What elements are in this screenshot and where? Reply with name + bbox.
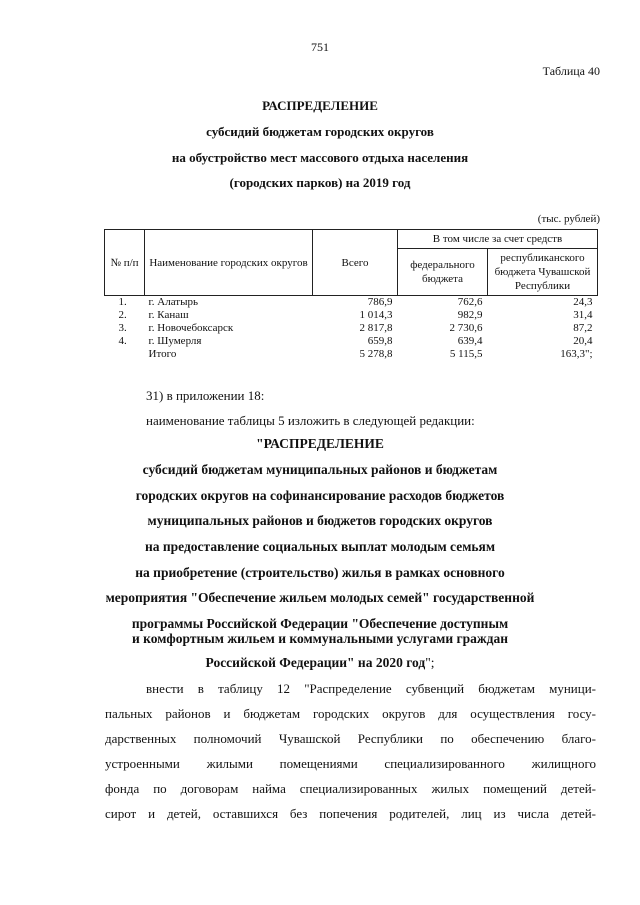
table-label: Таблица 40 bbox=[542, 64, 600, 78]
row-number: 4. bbox=[118, 335, 127, 347]
row-republic: 20,4 bbox=[573, 335, 593, 347]
row-republic: 24,3 bbox=[573, 296, 593, 308]
section-title-line-1: "РАСПРЕДЕЛЕНИЕ bbox=[256, 436, 384, 451]
row-total: 786,9 bbox=[367, 296, 393, 308]
section-title-line-9: и комфортным жильем и коммунальными услугами граждан bbox=[131, 631, 509, 646]
row-name: г. Алатырь bbox=[148, 296, 199, 308]
row-republic: 31,4 bbox=[573, 309, 593, 321]
table-title-line-3: на обустройство мест массового отдыха населения bbox=[171, 150, 469, 165]
row-number: 1. bbox=[118, 296, 127, 308]
body-line-6: сирот и детей, оставшихся без попечения родителей, лиц из числа детей- bbox=[105, 806, 596, 821]
body-line-2: пальных районов и бюджетам городских округов для осуществления госу- bbox=[105, 706, 596, 721]
total-republic: 163,3"; bbox=[560, 348, 593, 360]
distribution-table bbox=[104, 229, 598, 361]
page-number: 751 bbox=[311, 40, 329, 54]
total-federal: 5 115,5 bbox=[449, 348, 483, 360]
header-federal: федерального бюджета bbox=[398, 249, 488, 296]
row-federal: 982,9 bbox=[457, 309, 483, 321]
row-federal: 639,4 bbox=[457, 335, 483, 347]
total-label: Итого bbox=[148, 348, 177, 360]
section-title-line-6: на приобретение (строительство) жилья в рамках основного bbox=[135, 565, 505, 580]
table-row bbox=[105, 322, 598, 335]
table-row bbox=[105, 309, 598, 322]
row-name: г. Канаш bbox=[148, 309, 189, 321]
body-line-1: внести в таблицу 12 "Распределение субвенций бюджетам муници- bbox=[146, 681, 596, 696]
row-number: 3. bbox=[118, 322, 127, 334]
row-republic: 87,2 bbox=[573, 322, 593, 334]
body-line-5: фонда по договорам найма специализированных жилых помещений детей- bbox=[105, 781, 596, 796]
table-row bbox=[105, 335, 598, 348]
section-title-line-3: городских округов на софинансирование расходов бюджетов bbox=[135, 488, 505, 503]
section-title-line-7: мероприятия "Обеспечение жильем молодых семей" государственной bbox=[105, 590, 535, 605]
section-title-line-8: программы Российской Федерации "Обеспечение доступным bbox=[131, 616, 509, 631]
header-name: Наименование городских округов bbox=[145, 230, 313, 296]
section-title-line-10-text: Российской Федерации" на 2020 год bbox=[205, 655, 426, 670]
row-name: г. Шумерля bbox=[148, 335, 202, 347]
section-title-line-10 bbox=[0, 655, 640, 671]
header-republic: республиканского бюджета Чувашской Республики bbox=[488, 249, 598, 296]
table-total-row bbox=[105, 348, 598, 361]
row-total: 2 817,8 bbox=[359, 322, 393, 334]
header-group: В том числе за счет средств bbox=[398, 230, 598, 249]
total-value: 5 278,8 bbox=[359, 348, 393, 360]
row-total: 659,8 bbox=[367, 335, 393, 347]
item-31: 31) в приложении 18: bbox=[146, 388, 265, 403]
body-line-4: устроенными жилыми помещениями специализированного жилищного bbox=[105, 756, 596, 771]
instruction-text: наименование таблицы 5 изложить в следующей редакции: bbox=[146, 413, 475, 428]
section-title-line-4: муниципальных районов и бюджетов городских округов bbox=[147, 513, 493, 528]
units-note: (тыс. рублей) bbox=[537, 213, 600, 225]
table-row bbox=[105, 296, 598, 310]
row-federal: 2 730,6 bbox=[449, 322, 483, 334]
row-federal: 762,6 bbox=[457, 296, 483, 308]
table-title-line-4: (городских парков) на 2019 год bbox=[229, 175, 411, 190]
header-num: № п/п bbox=[105, 230, 145, 296]
section-title-line-2: субсидий бюджетам муниципальных районов и бюджетам bbox=[142, 462, 498, 477]
body-line-3: дарственных полномочий Чувашской Республики по обеспечению благо- bbox=[105, 731, 596, 746]
row-total: 1 014,3 bbox=[359, 309, 393, 321]
section-title-line-5: на предоставление социальных выплат молодым семьям bbox=[144, 539, 496, 554]
row-name: г. Новочебоксарск bbox=[148, 322, 234, 334]
table-title-line-2: субсидий бюджетам городских округов bbox=[206, 124, 434, 139]
section-title-quote: "; bbox=[425, 655, 435, 670]
header-total: Всего bbox=[313, 230, 398, 296]
row-number: 2. bbox=[118, 309, 127, 321]
table-title-line-1: РАСПРЕДЕЛЕНИЕ bbox=[262, 98, 378, 113]
